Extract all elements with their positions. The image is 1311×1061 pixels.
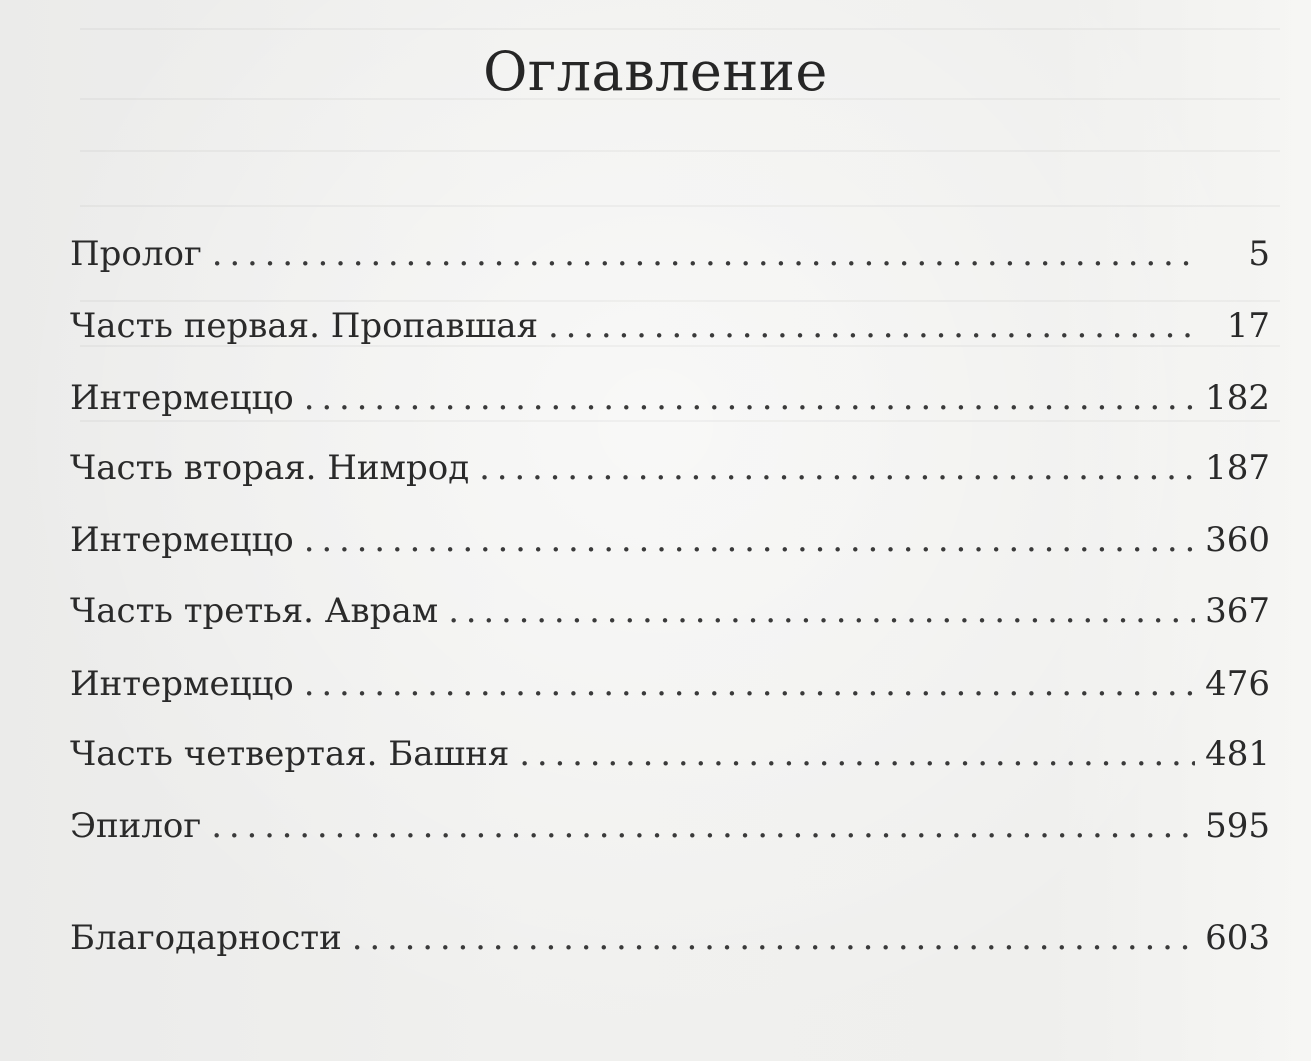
toc-dot-leader bbox=[304, 660, 1195, 708]
bleed-through-line bbox=[80, 28, 1280, 30]
toc-dot-leader bbox=[352, 914, 1195, 962]
toc-entry-label: Интермеццо bbox=[70, 520, 294, 560]
toc-dot-leader bbox=[211, 802, 1195, 850]
toc-entry bbox=[70, 802, 1270, 850]
bleed-through-line bbox=[80, 205, 1280, 207]
toc-dot-leader bbox=[304, 516, 1195, 564]
toc-entry-page: 360 bbox=[1205, 520, 1270, 560]
toc-entry bbox=[70, 230, 1270, 278]
toc-entry-page: 182 bbox=[1205, 378, 1270, 418]
toc-entry-label: Пролог bbox=[70, 234, 202, 274]
toc-entry-page: 5 bbox=[1248, 234, 1270, 274]
toc-entry bbox=[70, 914, 1270, 962]
toc-entry-page: 17 bbox=[1226, 306, 1270, 346]
toc-entry-page: 187 bbox=[1205, 448, 1270, 488]
toc-entry-label: Интермеццо bbox=[70, 378, 294, 418]
toc-entry bbox=[70, 374, 1270, 422]
toc-entry bbox=[70, 730, 1270, 778]
toc-entry-page: 476 bbox=[1205, 664, 1270, 704]
toc-entry-label: Часть первая. Пропавшая bbox=[70, 306, 539, 346]
toc-entry-label: Часть четвертая. Башня bbox=[70, 734, 510, 774]
toc-dot-leader bbox=[212, 230, 1200, 278]
toc-entry bbox=[70, 444, 1270, 492]
toc-entry bbox=[70, 302, 1270, 350]
toc-dot-leader bbox=[448, 587, 1195, 635]
toc-entry-label: Часть вторая. Нимрод bbox=[70, 448, 470, 488]
toc-entry-label: Часть третья. Аврам bbox=[70, 591, 439, 631]
toc-dot-leader bbox=[519, 730, 1195, 778]
toc-entry-page: 595 bbox=[1205, 806, 1270, 846]
toc-dot-leader bbox=[304, 374, 1195, 422]
toc-dot-leader bbox=[479, 444, 1195, 492]
toc-entry-label: Эпилог bbox=[70, 806, 202, 846]
toc-entry-label: Благодарности bbox=[70, 918, 342, 958]
toc-entry-page: 367 bbox=[1205, 591, 1270, 631]
toc-entry-page: 603 bbox=[1205, 918, 1270, 958]
toc-entry-label: Интермеццо bbox=[70, 664, 294, 704]
toc-entry bbox=[70, 516, 1270, 564]
bleed-through-line bbox=[80, 150, 1280, 152]
toc-entry bbox=[70, 587, 1270, 635]
toc-entry bbox=[70, 660, 1270, 708]
toc-dot-leader bbox=[548, 302, 1200, 350]
page-title: Оглавление bbox=[483, 40, 828, 103]
toc-entry-page: 481 bbox=[1205, 734, 1270, 774]
